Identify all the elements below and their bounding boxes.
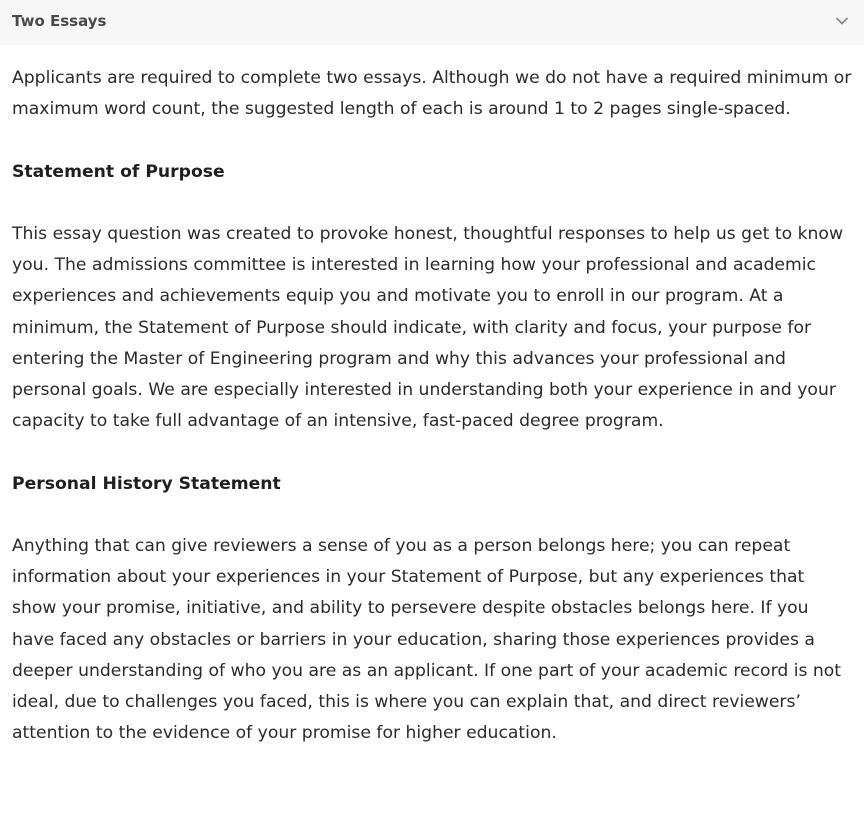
accordion-header[interactable] [0,0,864,45]
personal-history-paragraph: Anything that can give reviewers a sense of you as a person belongs here; you can repeat information about your experiences in your Statement of Purpose, but any experiences that show your promise, initiative, and ability to persevere despite obstacles belongs here. If you have faced any obstacles or barriers in your education, sharing those experiences provides a deeper understanding of who you are as an applicant. If one part of your academic record is not ideal, due to challenges you faced, this is where you can explain that, and direct reviewers’ attention to the evidence of your promise for higher education. [12,535,842,744]
accordion-content [12,63,852,749]
chevron-down-icon[interactable] [832,11,852,31]
section-heading-statement-of-purpose: Statement of Purpose [12,161,225,182]
accordion-title: Two Essays [12,11,107,30]
intro-paragraph: Applicants are required to complete two essays. Although we do not have a required minimum or maximum word count, the suggested length of each is around 1 to 2 pages single-spaced. [12,68,852,120]
section-heading-personal-history: Personal History Statement [12,473,281,494]
statement-of-purpose-paragraph: This essay question was created to provoke honest, thoughtful responses to help us get to know you. The admissions committee is interested in learning how your professional and academic experiences and achievements equip you and motivate you to enroll in our program. At a minimum, the Statement of Purpose should indicate, with clarity and focus, your purpose for entering the Master of Engineering program and why this advances your professional and personal goals. We are especially interested in understanding both your experience in and your capacity to take full advantage of an intensive, fast-paced degree program. [12,223,844,432]
